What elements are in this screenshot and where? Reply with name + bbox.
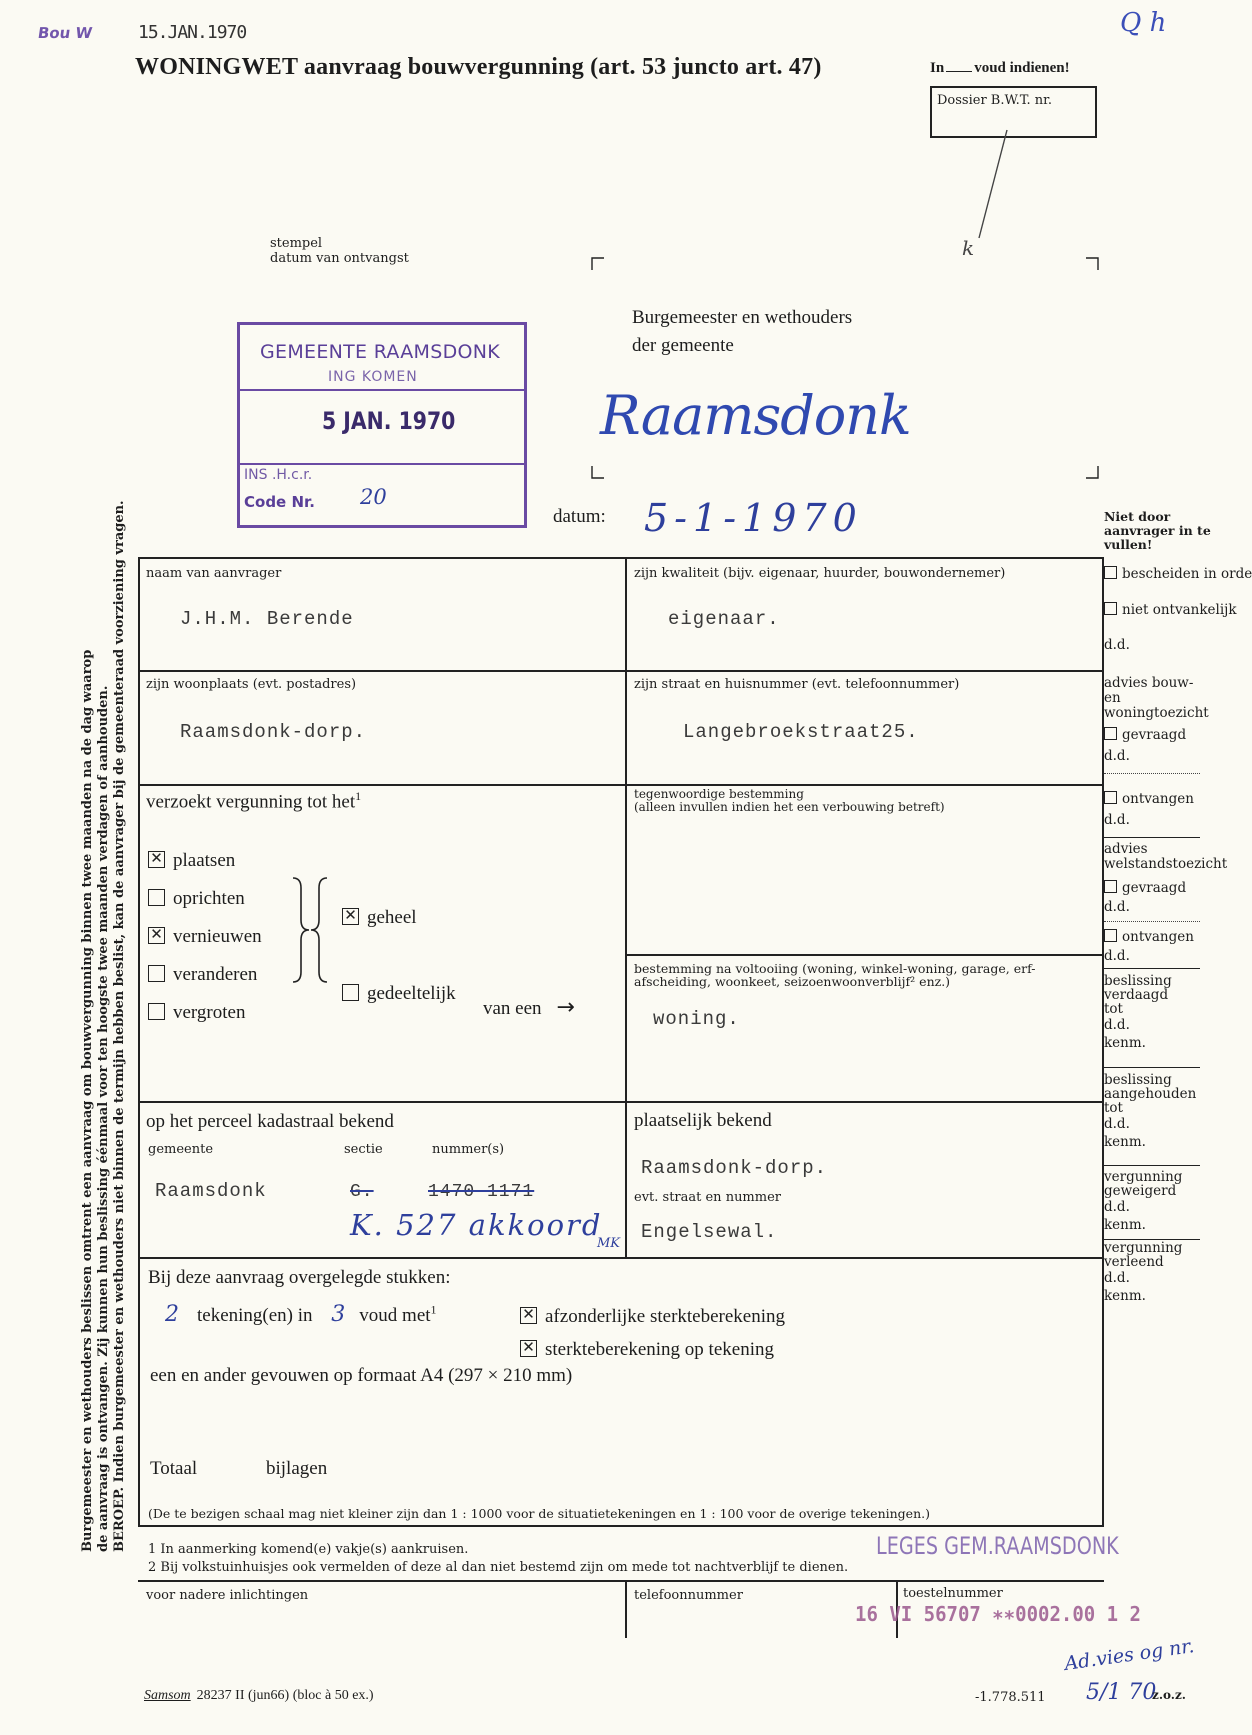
drawings-text: tekening(en) in bbox=[197, 1305, 313, 1326]
van-een-text: van een bbox=[483, 998, 542, 1019]
date-label: datum: bbox=[553, 506, 606, 527]
checkbox-bescheiden[interactable] bbox=[1104, 566, 1117, 579]
local-value: Raamsdonk-dorp. bbox=[641, 1157, 828, 1179]
name-value: J.H.M. Berende bbox=[180, 608, 354, 630]
checkbox-welstand-gevraagd[interactable] bbox=[1104, 880, 1117, 893]
footer-number: -1.778.511 bbox=[975, 1690, 1046, 1705]
scope-geheel[interactable] bbox=[342, 880, 456, 956]
sidebar-bwt-ontvangen[interactable] bbox=[1104, 791, 1220, 807]
bijlagen-label: bijlagen bbox=[266, 1458, 328, 1479]
request-options bbox=[148, 842, 262, 1032]
request-heading bbox=[146, 789, 361, 813]
sidebar-postponed bbox=[1104, 974, 1220, 1052]
sidebar-dd: d.d. bbox=[1104, 1017, 1130, 1033]
option-label: plaatsen bbox=[173, 850, 236, 871]
fees-stamp-number: 16 VI 56707 ∗∗0002.00 1 2 bbox=[855, 1602, 1141, 1626]
request-footnote-ref: 1 bbox=[355, 789, 362, 803]
option-brackets bbox=[285, 876, 335, 986]
sidebar-bwt-gevraagd[interactable] bbox=[1104, 727, 1220, 743]
option-vernieuwen[interactable] bbox=[148, 918, 262, 956]
copies-instruction bbox=[930, 60, 1070, 77]
checkbox-gedeeltelijk[interactable] bbox=[342, 984, 359, 1001]
receipt-label-line1: stempel bbox=[270, 236, 323, 251]
nummer-label: nummer(s) bbox=[432, 1142, 505, 1157]
sidebar-dd: d.d. bbox=[1104, 1270, 1130, 1286]
receipt-label-line2: datum van ontvangst bbox=[270, 251, 409, 266]
publisher-logo: Samsom bbox=[144, 1688, 191, 1703]
option-label: vernieuwen bbox=[173, 926, 262, 947]
sidebar-kenm: kenm. bbox=[1104, 1288, 1146, 1304]
sidebar-checklist bbox=[1104, 566, 1252, 653]
extension-label: toestelnummer bbox=[903, 1586, 1003, 1601]
attachment-option-label: sterkteberekening op tekening bbox=[545, 1339, 774, 1360]
checkbox-welstand-ontvangen[interactable] bbox=[1104, 929, 1117, 942]
sidebar-granted bbox=[1104, 1241, 1220, 1305]
name-label: naam van aanvrager bbox=[146, 566, 282, 581]
checkbox-bwt-ontvangen[interactable] bbox=[1104, 791, 1117, 804]
stamp-ins: INS .H.c.r. bbox=[244, 467, 313, 483]
date-stamp: 15.JAN.1970 bbox=[138, 22, 247, 43]
future-use-value: woning. bbox=[653, 1008, 740, 1030]
residence-label: zijn woonplaats (evt. postadres) bbox=[146, 677, 357, 692]
checkbox-bwt-gevraagd[interactable] bbox=[1104, 727, 1117, 740]
sidebar-dd: d.d. bbox=[1104, 899, 1130, 915]
sidebar-item-label: niet ontvankelijk bbox=[1122, 602, 1237, 618]
stamp-date: 5 JAN. 1970 bbox=[322, 407, 456, 435]
sidebar-item-label: beslissing verdaagd tot bbox=[1104, 973, 1172, 1017]
sidebar-item-label: vergunning geweigerd bbox=[1104, 1169, 1183, 1199]
option-veranderen[interactable] bbox=[148, 956, 262, 994]
parcel-heading: op het perceel kadastraal bekend bbox=[146, 1111, 394, 1132]
footer-zoz: z.o.z. bbox=[1152, 1688, 1186, 1702]
checkbox-veranderen[interactable] bbox=[148, 965, 165, 982]
info-label: voor nadere inlichtingen bbox=[146, 1588, 309, 1603]
stamp-status: ING KOMEN bbox=[328, 369, 418, 385]
sidebar-item-label: gevraagd bbox=[1122, 880, 1187, 896]
scope-options bbox=[342, 880, 456, 1032]
current-use-line2: (alleen invullen indien het een verbouwing betreft) bbox=[634, 800, 945, 814]
current-use-label bbox=[634, 788, 945, 814]
parcel-correction: K. 527 akkoord bbox=[350, 1208, 603, 1242]
receipt-label bbox=[270, 236, 409, 266]
sidebar-item-label: ontvangen bbox=[1122, 929, 1194, 945]
option-oprichten[interactable] bbox=[148, 880, 262, 918]
sidebar-dd: d.d. bbox=[1104, 948, 1130, 964]
attachments-heading: Bij deze aanvraag overgelegde stukken: bbox=[148, 1267, 451, 1288]
checkbox-calc-on-drawing[interactable] bbox=[520, 1340, 537, 1357]
copies-prefix: In bbox=[930, 60, 945, 76]
vertical-note bbox=[80, 500, 128, 1552]
option-plaatsen[interactable] bbox=[148, 842, 262, 880]
corner-initials: Q h bbox=[1120, 8, 1167, 38]
scope-gedeeltelijk[interactable] bbox=[342, 956, 456, 1032]
sidebar-item-label: vergunning verleend bbox=[1104, 1240, 1183, 1270]
scale-note: (De te bezigen schaal mag niet kleiner zijn dan 1 : 1000 voor de situatietekeningen en 1 : 100 voor de overige tekeningen.) bbox=[148, 1506, 930, 1521]
sidebar-dd: d.d. bbox=[1104, 637, 1130, 653]
local-street-value: Engelsewal. bbox=[641, 1221, 778, 1243]
sidebar-item-label: beslissing aangehouden tot bbox=[1104, 1072, 1197, 1116]
sidebar-dd: d.d. bbox=[1104, 812, 1130, 828]
corner-stamp: Bou W bbox=[36, 24, 94, 42]
attachment-options bbox=[520, 1300, 785, 1366]
scope-label: gedeeltelijk bbox=[367, 983, 456, 1004]
arrow-right-icon: → bbox=[556, 995, 575, 1020]
request-heading-text: verzoekt vergunning tot het bbox=[146, 791, 356, 813]
checkbox-plaatsen[interactable] bbox=[148, 851, 165, 868]
future-use-line2: afscheiding, woonkeet, seizoenwoonverblijf² enz.) bbox=[634, 974, 951, 989]
residence-value: Raamsdonk-dorp. bbox=[180, 721, 367, 743]
addressee-line2: der gemeente bbox=[632, 335, 734, 356]
receipt-stamp bbox=[237, 322, 527, 528]
sidebar-heading: Niet door aanvrager in te vullen! bbox=[1104, 509, 1211, 552]
local-street-label: evt. straat en nummer bbox=[634, 1190, 781, 1205]
sidebar-advice-welstand bbox=[1104, 841, 1228, 915]
sidebar-item-label: advies welstandstoezicht bbox=[1104, 841, 1228, 872]
sidebar-welstand-received bbox=[1104, 929, 1220, 964]
sectie-struck: G. bbox=[350, 1182, 374, 1202]
format-text: een en ander gevouwen op formaat A4 (297 × 210 mm) bbox=[150, 1365, 573, 1386]
sidebar-welstand-ontvangen[interactable] bbox=[1104, 929, 1220, 945]
gemeente-value: Raamsdonk bbox=[155, 1180, 267, 1202]
handwritten-note-2: 5/1 70 bbox=[1086, 1680, 1157, 1705]
attachment-option-label: afzonderlijke sterkteberekening bbox=[545, 1306, 786, 1327]
sidebar-bescheiden[interactable] bbox=[1104, 566, 1252, 582]
option-label: oprichten bbox=[173, 888, 245, 909]
current-use-line1: tegenwoordige bestemming bbox=[634, 787, 804, 801]
addressee-block bbox=[632, 304, 852, 360]
total-label: Totaal bbox=[150, 1458, 198, 1479]
vertical-note-line2: de aanvraag is ontvangen. Zij kunnen hun beslissing éénmaal voor ten hoogste twee maanden verdagen of aanhouden. bbox=[96, 685, 111, 1552]
fees-stamp-title: LEGES GEM.RAAMSDONK bbox=[876, 1532, 1119, 1560]
footnotes bbox=[148, 1541, 848, 1577]
phone-label: telefoonnummer bbox=[634, 1588, 743, 1603]
stamp-code-label: Code Nr. bbox=[244, 493, 315, 511]
nummer-struck: 1470-1171 bbox=[428, 1182, 535, 1202]
checkbox-niet-ontvankelijk[interactable] bbox=[1104, 602, 1117, 615]
dossier-mark: k bbox=[962, 236, 975, 260]
copies-suffix: voud indienen! bbox=[974, 60, 1070, 76]
sidebar-kenm: kenm. bbox=[1104, 1217, 1146, 1233]
stamp-municipality: GEMEENTE RAAMSDONK bbox=[260, 341, 501, 363]
sidebar-welstand-gevraagd[interactable] bbox=[1104, 880, 1220, 896]
gemeente-label: gemeente bbox=[148, 1142, 214, 1157]
sidebar-item-label: bescheiden in orde bbox=[1122, 566, 1252, 582]
drawings-count: 2 bbox=[165, 1302, 179, 1327]
quality-label: zijn kwaliteit (bijv. eigenaar, huurder, bouwondernemer) bbox=[634, 566, 1006, 581]
option-calc-on-drawing[interactable] bbox=[520, 1333, 785, 1366]
future-use-line1: bestemming na voltooiing (woning, winkel-woning, garage, erf- bbox=[634, 961, 1036, 976]
stamp-code-value: 20 bbox=[360, 485, 387, 509]
sidebar-item-label: advies bouw- en woningtoezicht bbox=[1104, 675, 1209, 721]
quality-value: eigenaar. bbox=[668, 608, 780, 630]
page-title: WONINGWET aanvraag bouwvergunning (art. 53 juncto art. 47) bbox=[135, 54, 822, 80]
checkbox-vernieuwen[interactable] bbox=[148, 927, 165, 944]
checkbox-oprichten[interactable] bbox=[148, 889, 165, 906]
van-een bbox=[483, 995, 575, 1020]
local-heading: plaatselijk bekend bbox=[634, 1110, 772, 1131]
attachments-footnote-ref: 1 bbox=[430, 1302, 437, 1317]
option-separate-calc[interactable] bbox=[520, 1300, 785, 1333]
street-label: zijn straat en huisnummer (evt. telefoonnummer) bbox=[634, 677, 960, 692]
sidebar-dd: d.d. bbox=[1104, 1199, 1130, 1215]
vertical-note-line3: BEROEP. Indien burgemeester en wethouders niet binnen de termijn hebben beslist, kan de aanvrager bij de gemeenteraad voorziening vragen. bbox=[112, 500, 127, 1552]
footnote-1: 1 In aanmerking komend(e) vakje(s) aankruisen. bbox=[148, 1542, 469, 1557]
handwritten-note-1: Ad.vies og nr. bbox=[1063, 1635, 1196, 1675]
sidebar-refused bbox=[1104, 1170, 1220, 1234]
copies-count: 3 bbox=[331, 1302, 346, 1327]
future-use-label bbox=[634, 962, 1036, 988]
sidebar-kenm: kenm. bbox=[1104, 1134, 1146, 1150]
date-handwritten: 5-1-1970 bbox=[644, 496, 863, 540]
municipality-handwritten: Raamsdonk bbox=[600, 384, 911, 447]
sectie-label: sectie bbox=[344, 1142, 383, 1157]
vertical-note-line1: Burgemeester en wethouders beslissen omtrent een aanvraag om bouwvergunning binnen twee maanden na de dag waarop bbox=[80, 649, 95, 1552]
copies-text: voud met bbox=[359, 1305, 431, 1326]
street-value: Langebroekstraat25. bbox=[683, 721, 919, 743]
parcel-initials: MK bbox=[597, 1236, 621, 1251]
address-window-corners bbox=[590, 256, 1100, 482]
sidebar-dd: d.d. bbox=[1104, 1116, 1130, 1132]
addressee-line1: Burgemeester en wethouders bbox=[632, 307, 853, 328]
sidebar-withheld bbox=[1104, 1073, 1220, 1151]
scope-label: geheel bbox=[367, 907, 417, 928]
checkbox-vergroten[interactable] bbox=[148, 1003, 165, 1020]
dossier-label: Dossier B.W.T. nr. bbox=[937, 93, 1053, 108]
sidebar-dd: d.d. bbox=[1104, 748, 1130, 764]
sidebar-item-label: gevraagd bbox=[1122, 727, 1187, 743]
option-vergroten[interactable] bbox=[148, 994, 262, 1032]
sidebar-bwt-received bbox=[1104, 791, 1220, 828]
sidebar-advice-bwt bbox=[1104, 676, 1220, 764]
footnote-2: 2 Bij volkstuinhuisjes ook vermelden of deze al dan niet bestemd zijn om mede tot nachtverblijf te dienen. bbox=[148, 1560, 849, 1575]
sidebar-kenm: kenm. bbox=[1104, 1035, 1146, 1051]
checkbox-separate-calc[interactable] bbox=[520, 1307, 537, 1324]
option-label: vergroten bbox=[173, 1002, 246, 1023]
footer-form-code bbox=[144, 1688, 374, 1704]
attachments-line bbox=[165, 1302, 437, 1327]
sidebar-item-label: ontvangen bbox=[1122, 791, 1194, 807]
checkbox-geheel[interactable] bbox=[342, 908, 359, 925]
option-label: veranderen bbox=[173, 964, 258, 985]
form-code: 28237 II (jun66) (bloc à 50 ex.) bbox=[196, 1688, 374, 1703]
sidebar-niet-ontvankelijk[interactable] bbox=[1104, 602, 1237, 618]
